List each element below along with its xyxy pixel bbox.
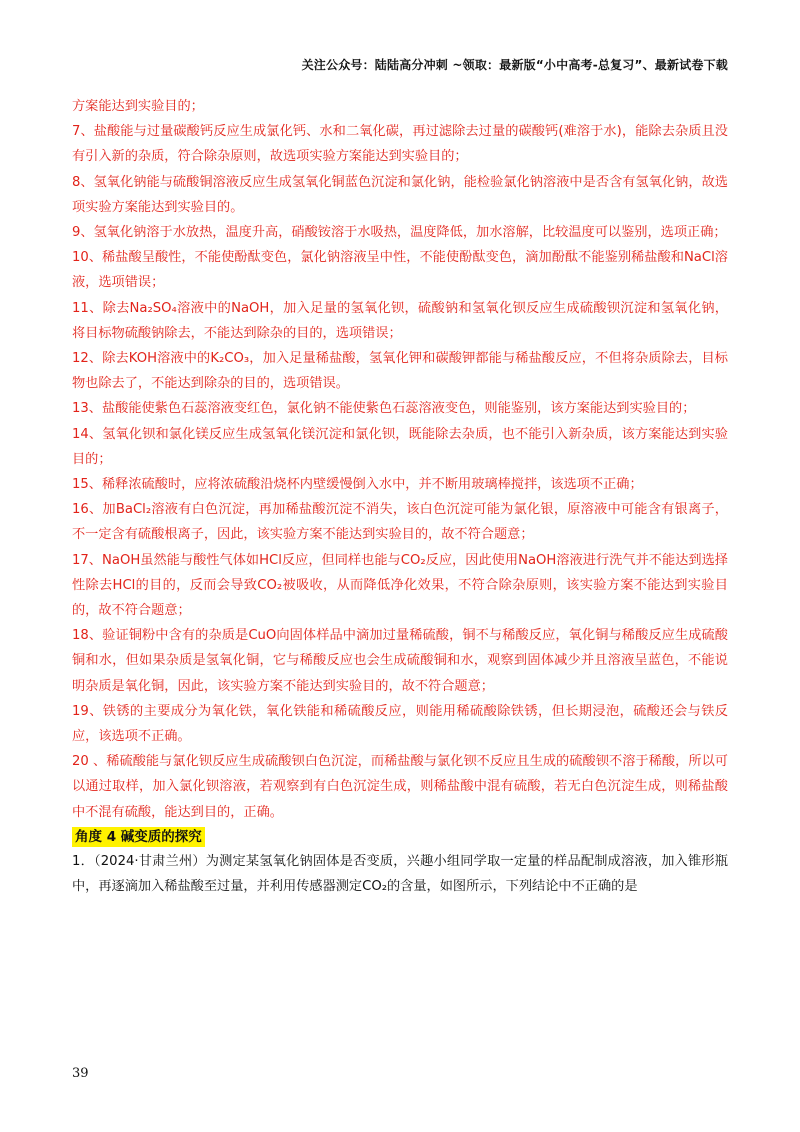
answer-paragraph: 8、氢氧化钠能与硫酸铜溶液反应生成氢氧化铜蓝色沉淀和氯化钠，能检验氯化钠溶液中是否含有氢氧化钠，故选项实验方案能达到实验目的。: [72, 174, 728, 215]
answer-paragraph: 18、验证铜粉中含有的杂质是CuO向固体样品中滴加过量稀硫酸，铜不与稀酸反应，氧化铜与稀酸反应生成硫酸铜和水，但如果杂质是氢氧化铜，它与稀酸反应也会生成硫酸铜和水，观察到固体减少并且溶液呈蓝色，不能说明杂质是氧化铜，因此，该实验方案不能达到实验目的，故不符合题意；: [72, 628, 728, 694]
page-content: [72, 94, 728, 899]
page-header: 关注公众号：陆陆高分冲刺 ~领取：最新版“小中高考-总复习”、最新试卷下载: [301, 58, 728, 72]
section-heading: 角度 4 碱变质的探究: [72, 827, 205, 847]
answer-paragraph: 17、NaOH虽然能与酸性气体如HCl反应，但同样也能与CO₂反应，因此使用NaOH溶液进行洗气并不能达到选择性除去HCl的目的，反而会导致CO₂被吸收，从而降低净化效果，不符合除杂原则，该实验方案不能达到实验目的，故不符合题意；: [72, 552, 728, 619]
page-number: 39: [72, 1066, 89, 1081]
answer-paragraph: 9、氢氧化钠溶于水放热，温度升高，硝酸铵溶于水吸热，温度降低，加水溶解，比较温度可以鉴别，选项正确；: [72, 225, 727, 241]
answer-paragraph: 15、稀释浓硫酸时，应将浓硫酸沿烧杯内壁缓慢倒入水中，并不断用玻璃棒搅拌，该选项不正确；: [72, 477, 643, 493]
answer-paragraph: 16、加BaCl₂溶液有白色沉淀，再加稀盐酸沉淀不消失，该白色沉淀可能为氯化银，原溶液中可能含有银离子，不一定含有硫酸根离子，因此，该实验方案不能达到实验目的，故不符合题意；: [72, 502, 728, 543]
answer-paragraph: 11、除去Na₂SO₄溶液中的NaOH，加入足量的氢氧化钡，硫酸钠和氢氧化钡反应生成硫酸钡沉淀和氢氧化钠，将目标物硫酸钠除去，不能达到除杂的目的，选项错误；: [72, 300, 728, 341]
answer-paragraph: 19、铁锈的主要成分为氧化铁，氧化铁能和稀硫酸反应，则能用稀硫酸除铁锈，但长期浸泡，硫酸还会与铁反应，该选项不正确。: [72, 703, 728, 745]
answer-paragraph: 20 、稀硫酸能与氯化钡反应生成硫酸钡白色沉淀，而稀盐酸与氯化钡不反应且生成的硫酸钡不溶于稀酸，所以可以通过取样，加入氯化钡溶液，若观察到有白色沉淀生成，则稀盐酸中混有硫酸，若无白色沉淀生成，则稀盐酸中不混有硫酸，能达到目的，正确。: [72, 754, 728, 820]
question-text: 1．（2024·甘肃兰州）为测定某氢氧化钠固体是否变质，兴趣小组同学取一定量的样品配制成溶液，加入锥形瓶中，再逐滴加入稀盐酸至过量，并利用传感器测定CO₂的含量，如图所示，下列结论中不正确的是: [72, 853, 728, 895]
answer-paragraph: 方案能达到实验目的；: [72, 99, 204, 114]
answer-paragraph: 7、盐酸能与过量碳酸钙反应生成氯化钙、水和二氧化碳，再过滤除去过量的碳酸钙(难溶于水)，能除去杂质且没有引入新的杂质，符合除杂原则，故选项实验方案能达到实验目的；: [72, 124, 728, 165]
answer-paragraph: 10、稀盐酸呈酸性，不能使酚酞变色，氯化钠溶液呈中性，不能使酚酞变色，滴加酚酞不能鉴别稀盐酸和NaCl溶液，选项错误；: [72, 250, 728, 291]
answer-paragraph: 13、盐酸能使紫色石蕊溶液变红色，氯化钠不能使紫色石蕊溶液变色，则能鉴别，该方案能达到实验目的；: [72, 401, 696, 417]
answer-paragraph: 12、除去KOH溶液中的K₂CO₃，加入足量稀盐酸，氢氧化钾和碳酸钾都能与稀盐酸反应，不但将杂质除去，目标物也除去了，不能达到除杂的目的，选项错误。: [72, 351, 728, 392]
answer-paragraph: 14、氢氧化钡和氯化镁反应生成氢氧化镁沉淀和氯化钡，既能除去杂质，也不能引入新杂质，该方案能达到实验目的；: [72, 426, 728, 467]
